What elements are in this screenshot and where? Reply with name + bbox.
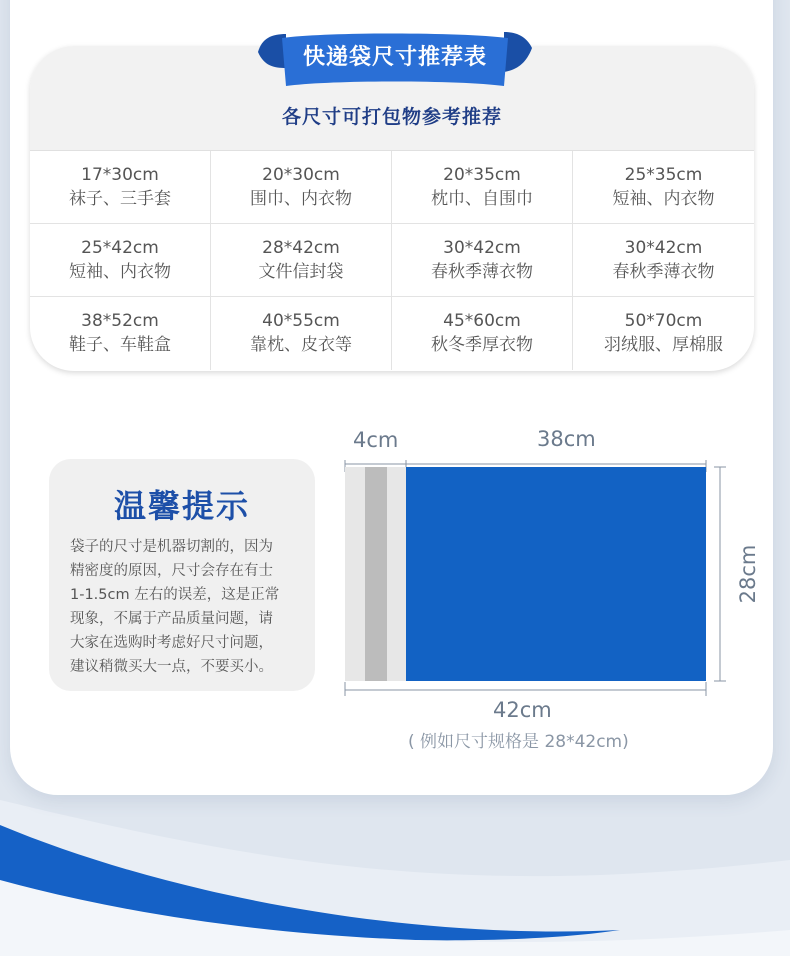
- size-value: 25*42cm: [81, 238, 159, 258]
- tip-line: 大家在选购时考虑好尺寸问题，: [70, 635, 273, 651]
- size-value: 20*35cm: [443, 165, 521, 185]
- size-use: 文件信封袋: [258, 262, 344, 282]
- size-value: 30*42cm: [443, 238, 521, 258]
- size-value: 20*30cm: [262, 165, 340, 185]
- size-cell: [30, 224, 211, 297]
- flap-width-label: 4cm: [353, 428, 399, 452]
- size-value: 50*70cm: [624, 311, 703, 331]
- size-use: 短袖、内衣物: [69, 262, 171, 282]
- size-use: 围巾、内衣物: [250, 189, 352, 209]
- size-value: 28*42cm: [262, 238, 340, 258]
- size-cell: [211, 297, 392, 370]
- size-value: 40*55cm: [262, 311, 340, 331]
- size-table: [30, 46, 754, 371]
- size-use: 秋冬季厚衣物: [431, 335, 533, 355]
- tip-line: 精密度的原因，尺寸会存在有士: [70, 563, 273, 579]
- size-use: 枕巾、自围巾: [431, 189, 533, 209]
- size-value: 45*60cm: [443, 311, 521, 331]
- size-cell: [392, 297, 573, 370]
- size-use: 短袖、内衣物: [612, 189, 715, 209]
- size-use: 袜子、三手套: [69, 189, 171, 209]
- size-value: 38*52cm: [81, 311, 159, 331]
- size-cell: [30, 151, 211, 224]
- size-use: 羽绒服、厚棉服: [604, 335, 723, 355]
- size-use: 鞋子、车鞋盒: [69, 335, 171, 355]
- size-value: 17*30cm: [81, 165, 159, 185]
- size-cell: [573, 151, 754, 224]
- size-use: 靠枕、皮衣等: [250, 335, 352, 355]
- height-label: 28cm: [736, 544, 760, 604]
- adhesive-strip: [365, 467, 387, 681]
- tip-body: [70, 535, 300, 679]
- tip-title: 温馨提示: [113, 487, 250, 525]
- size-use: 春秋季薄衣物: [431, 262, 533, 282]
- example-note: ( 例如尺寸规格是 28*42cm): [408, 732, 629, 752]
- tip-line: 袋子的尺寸是机器切割的，因为: [70, 539, 273, 555]
- size-cell: [392, 151, 573, 224]
- tip-box: [49, 459, 315, 691]
- bag-body: [406, 467, 706, 681]
- total-width-label: 42cm: [493, 698, 552, 722]
- size-use: 春秋季薄衣物: [612, 262, 715, 282]
- size-cell: [211, 151, 392, 224]
- size-value: 25*35cm: [624, 165, 703, 185]
- size-cell: [392, 224, 573, 297]
- table-subtitle: 各尺寸可打包物参考推荐: [281, 106, 502, 128]
- tip-line: 现象，不属于产品质量问题，请: [70, 611, 273, 627]
- size-cell: [30, 297, 211, 370]
- size-grid: [30, 151, 754, 371]
- size-cell: [573, 224, 754, 297]
- bag-diagram: [340, 450, 730, 710]
- size-cell: [573, 297, 754, 370]
- tip-line: 建议稍微买大一点，不要买小。: [70, 659, 273, 675]
- size-value: 30*42cm: [624, 238, 703, 258]
- size-cell: [211, 224, 392, 297]
- tip-line: 1-1.5cm 左右的误差，这是正常: [70, 587, 280, 603]
- ribbon-title: 快递袋尺寸推荐表: [302, 45, 487, 70]
- body-width-label: 38cm: [537, 427, 596, 451]
